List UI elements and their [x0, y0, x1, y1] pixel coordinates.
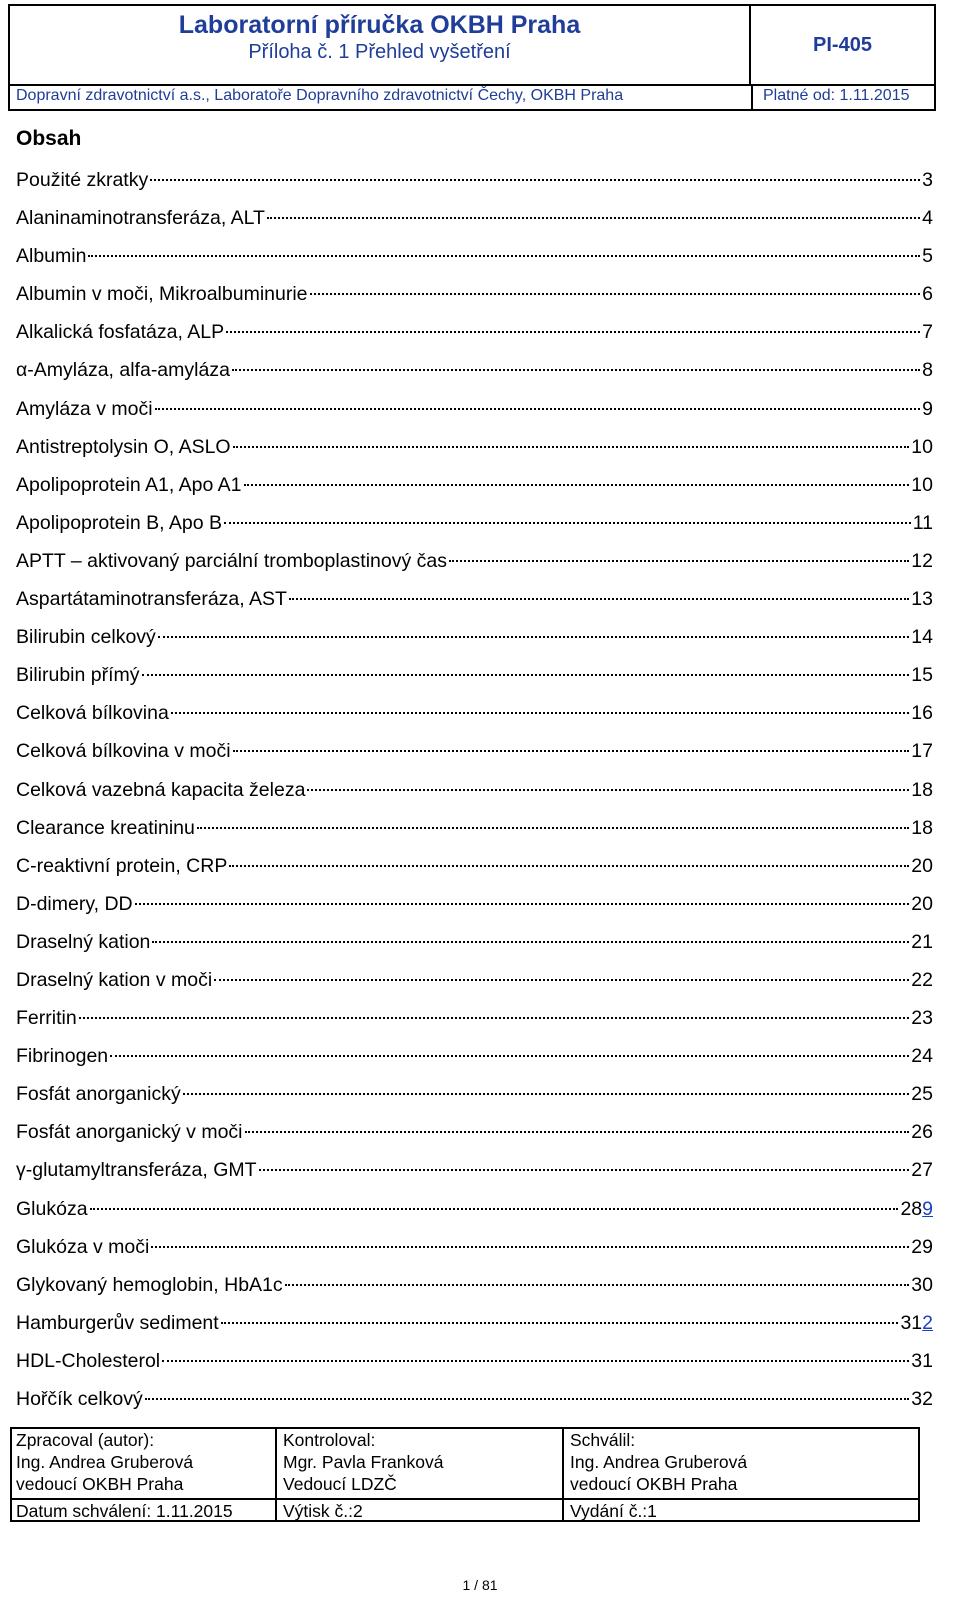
toc-page-number: 24 [911, 1045, 933, 1068]
toc-dot-leader [214, 979, 909, 981]
toc-entry[interactable] [16, 1273, 933, 1311]
toc-entry-page [911, 739, 933, 763]
toc-entry-page [911, 968, 933, 992]
toc-entry-title: HDL-Cholesterol [16, 1349, 161, 1372]
toc-entry-title: APTT – aktivovaný parciální tromboplastinový čas [16, 549, 447, 572]
toc-page-number: 6 [922, 283, 933, 306]
document-header [8, 4, 936, 111]
toc-entry-title: Celková vazebná kapacita železa [16, 778, 306, 801]
approved-role: vedoucí OKBH Praha [570, 1474, 738, 1494]
toc-entry[interactable] [16, 1120, 933, 1158]
toc-entry-page [911, 701, 933, 725]
header-organization-row [8, 84, 936, 111]
toc-page-number: 12 [911, 549, 933, 572]
toc-entry[interactable] [16, 1235, 933, 1273]
author-label: Zpracoval (autor): [16, 1430, 155, 1450]
toc-entry-page [911, 587, 933, 611]
toc-entry[interactable] [16, 816, 933, 854]
toc-entry-page [900, 1311, 933, 1335]
toc-entry-page [911, 1158, 933, 1182]
toc-entry[interactable] [16, 1082, 933, 1120]
toc-entry-page [922, 206, 933, 230]
toc-entry-title: Apolipoprotein B, Apo B [16, 511, 222, 534]
header-divider [751, 84, 753, 109]
toc-entry-page [911, 892, 933, 916]
toc-page-tracked-change: 9 [922, 1197, 933, 1220]
toc-entry[interactable] [16, 549, 933, 587]
toc-entry-page [911, 816, 933, 840]
toc-dot-leader [289, 598, 909, 600]
checked-name: Mgr. Pavla Franková [283, 1452, 444, 1472]
copy-number: Výtisk č.:2 [283, 1501, 363, 1521]
toc-entry-title: Bilirubin přímý [16, 664, 140, 687]
toc-dot-leader [145, 1398, 910, 1400]
toc-entry[interactable] [16, 1311, 933, 1349]
toc-entry-title: Celková bílkovina v moči [16, 740, 231, 763]
toc-dot-leader [232, 369, 920, 371]
toc-entry[interactable] [16, 663, 933, 701]
toc-entry[interactable] [16, 358, 933, 396]
toc-page-number: 29 [911, 1235, 933, 1258]
toc-entry-title: Ferritin [16, 1007, 77, 1030]
toc-dot-leader [197, 827, 909, 829]
document-code: PI-405 [813, 33, 872, 56]
toc-entry-page [922, 282, 933, 306]
toc-entry-page [911, 1082, 933, 1106]
toc-entry[interactable] [16, 968, 933, 1006]
toc-entry-page [911, 1349, 933, 1373]
toc-dot-leader [233, 750, 910, 752]
header-title-cell [8, 4, 751, 86]
toc-dot-leader [310, 293, 921, 295]
toc-entry-page [911, 1120, 933, 1144]
toc-page-number: 31 [900, 1311, 923, 1334]
toc-entry-page [911, 1044, 933, 1068]
author-name: Ing. Andrea Gruberová [16, 1452, 194, 1472]
toc-dot-leader [449, 560, 909, 562]
approved-name: Ing. Andrea Gruberová [570, 1452, 748, 1472]
toc-dot-leader [183, 1093, 910, 1095]
toc-page-number: 17 [911, 740, 933, 763]
toc-entry-title: Glukóza v moči [16, 1235, 150, 1258]
organization-name: Dopravní zdravotnictví a.s., Laboratoře Dopravního zdravotnictví Čechy, OKBH Praha [16, 87, 624, 104]
toc-page-number: 18 [911, 778, 933, 801]
toc-entry[interactable] [16, 206, 933, 244]
toc-entry-page [900, 1197, 933, 1221]
toc-entry-title: Draselný kation [16, 930, 151, 953]
toc-dot-leader [285, 1284, 910, 1286]
toc-entry-title: D-dimery, DD [16, 892, 133, 915]
toc-dot-leader [162, 1360, 909, 1362]
toc-entry-title: Albumin [16, 245, 87, 268]
approved-label: Schválil: [570, 1430, 636, 1450]
toc-page-number: 16 [911, 702, 933, 725]
toc-entry-title: Fosfát anorganický v moči [16, 1121, 243, 1144]
toc-page-number: 10 [911, 435, 933, 458]
toc-dot-leader [229, 865, 909, 867]
toc-dot-leader [152, 941, 909, 943]
toc-entry-page [911, 1387, 933, 1411]
toc-page-number: 27 [911, 1159, 933, 1182]
toc-entry[interactable] [16, 320, 933, 358]
toc-entry[interactable] [16, 1158, 933, 1196]
document-subtitle: Příloha č. 1 Přehled vyšetření [248, 41, 511, 63]
toc-entry-title: α-Amyláza, alfa-amyláza [16, 359, 230, 382]
toc-dot-leader [142, 674, 910, 676]
toc-heading: Obsah [16, 127, 82, 150]
toc-entry-title: Antistreptolysin O, ASLO [16, 435, 231, 458]
toc-entry-page [911, 778, 933, 802]
toc-entry-page [911, 854, 933, 878]
toc-entry[interactable] [16, 282, 933, 320]
table-divider [275, 1429, 277, 1520]
toc-entry-title: Bilirubin celkový [16, 626, 156, 649]
toc-entry[interactable] [16, 397, 933, 435]
toc-entry-title: Alaninaminotransferáza, ALT [16, 207, 265, 230]
toc-entry-title: Glykovaný hemoglobin, HbA1c [16, 1273, 283, 1296]
toc-dot-leader [158, 636, 909, 638]
toc-dot-leader [151, 1246, 909, 1248]
toc-entry-title: Aspartátaminotransferáza, AST [16, 588, 287, 611]
author-role: vedoucí OKBH Praha [16, 1474, 184, 1494]
toc-entry-title: Hořčík celkový [16, 1388, 143, 1410]
toc-entry-title: Celková bílkovina [16, 702, 169, 725]
toc-entry[interactable] [16, 244, 933, 282]
toc-dot-leader [155, 408, 921, 410]
toc-page-number: 20 [911, 854, 933, 877]
toc-entry-page [911, 663, 933, 687]
toc-page-number: 13 [911, 588, 933, 611]
checked-label: Kontroloval: [283, 1430, 376, 1450]
toc-entry[interactable] [16, 892, 933, 930]
toc-entry-title: Fibrinogen [16, 1045, 109, 1068]
toc-entry[interactable] [16, 1006, 933, 1044]
toc-entry-page [911, 930, 933, 954]
toc-entry-title: Fosfát anorganický [16, 1083, 181, 1106]
toc-entry-page [922, 397, 933, 421]
toc-page-number: 26 [911, 1121, 933, 1144]
toc-dot-leader [221, 1322, 899, 1324]
toc-entry[interactable] [16, 778, 933, 816]
page-number: 1 / 81 [462, 1577, 498, 1593]
toc-entry-title: Draselný kation v moči [16, 968, 213, 991]
toc-dot-leader [307, 789, 909, 791]
toc-page-number: 23 [911, 1007, 933, 1030]
toc-dot-leader [135, 903, 910, 905]
toc-dot-leader [259, 1169, 910, 1171]
toc-entry-title: Apolipoprotein A1, Apo A1 [16, 473, 242, 496]
toc-entry[interactable] [16, 739, 933, 777]
toc-entry[interactable] [16, 625, 933, 663]
toc-entry[interactable] [16, 587, 933, 625]
toc-entry-title: Clearance kreatininu [16, 816, 195, 839]
toc-dot-leader [150, 179, 920, 181]
toc-entry[interactable] [16, 168, 933, 206]
toc-entry-page [922, 244, 933, 268]
toc-page-number: 9 [922, 397, 933, 420]
table-of-contents [16, 168, 933, 1425]
toc-page-number: 30 [911, 1273, 933, 1296]
toc-page-number: 4 [922, 207, 933, 230]
toc-entry-title: Glukóza [16, 1197, 88, 1220]
toc-entry-page [922, 358, 933, 382]
toc-entry-title: Použité zkratky [16, 169, 149, 191]
toc-page-number: 22 [911, 968, 933, 991]
toc-entry-page [911, 625, 933, 649]
valid-from: Platné od: 1.11.2015 [763, 87, 910, 104]
toc-entry-title: Hamburgerův sediment [16, 1311, 219, 1334]
toc-entry[interactable] [16, 511, 933, 549]
table-row-divider [12, 1498, 918, 1500]
toc-dot-leader [245, 1131, 910, 1133]
toc-entry-page [922, 320, 933, 344]
toc-page-number: 14 [911, 626, 933, 649]
toc-dot-leader [88, 255, 920, 257]
toc-entry-page [911, 549, 933, 573]
toc-dot-leader [244, 484, 910, 486]
toc-entry-title: Amyláza v moči [16, 397, 153, 420]
toc-entry-page [911, 1273, 933, 1297]
toc-entry-title: C-reaktivní protein, CRP [16, 854, 228, 877]
toc-page-number: 32 [911, 1388, 933, 1410]
toc-entry[interactable] [16, 1197, 933, 1235]
toc-page-number: 11 [912, 511, 933, 534]
toc-dot-leader [224, 522, 911, 524]
toc-page-number: 3 [922, 169, 933, 191]
toc-dot-leader [79, 1017, 910, 1019]
toc-page-number: 21 [911, 930, 933, 953]
issue-number: Vydání č.:1 [570, 1501, 657, 1521]
approval-table [10, 1427, 920, 1522]
toc-page-number: 18 [911, 816, 933, 839]
toc-page-number: 28 [900, 1197, 923, 1220]
toc-entry-title: γ-glutamyltransferáza, GMT [16, 1159, 257, 1182]
toc-page-tracked-change: 2 [922, 1311, 933, 1334]
toc-page-number: 25 [911, 1083, 933, 1106]
toc-entry[interactable] [16, 930, 933, 968]
toc-entry[interactable] [16, 1044, 933, 1082]
toc-entry-page [911, 473, 933, 497]
toc-entry[interactable] [16, 1349, 933, 1387]
toc-entry-page [913, 511, 933, 535]
table-divider [562, 1429, 564, 1520]
toc-entry[interactable] [16, 1387, 933, 1425]
toc-entry-page [922, 168, 933, 192]
toc-entry-title: Albumin v moči, Mikroalbuminurie [16, 283, 308, 306]
toc-entry-page [911, 1235, 933, 1259]
toc-entry[interactable] [16, 435, 933, 473]
toc-entry-page [911, 1006, 933, 1030]
toc-entry[interactable] [16, 854, 933, 892]
checked-role: Vedoucí LDZČ [283, 1474, 397, 1494]
document-title: Laboratorní příručka OKBH Praha [178, 11, 581, 39]
toc-page-number: 5 [922, 245, 933, 268]
toc-entry[interactable] [16, 473, 933, 511]
approval-date: Datum schválení: 1.11.2015 [16, 1501, 233, 1521]
toc-page-number: 20 [911, 892, 933, 915]
toc-dot-leader [90, 1208, 899, 1210]
toc-page-number: 8 [922, 359, 933, 382]
header-code-cell [749, 4, 936, 86]
toc-page-number: 10 [911, 473, 933, 496]
toc-dot-leader [110, 1055, 909, 1057]
toc-dot-leader [233, 446, 910, 448]
toc-entry-page [911, 435, 933, 459]
toc-dot-leader [226, 331, 920, 333]
toc-page-number: 7 [922, 321, 933, 344]
toc-entry-title: Alkalická fosfatáza, ALP [16, 321, 225, 344]
toc-page-number: 31 [911, 1349, 933, 1372]
toc-dot-leader [267, 217, 920, 219]
toc-dot-leader [171, 712, 909, 714]
toc-page-number: 15 [911, 664, 933, 687]
toc-entry[interactable] [16, 701, 933, 739]
